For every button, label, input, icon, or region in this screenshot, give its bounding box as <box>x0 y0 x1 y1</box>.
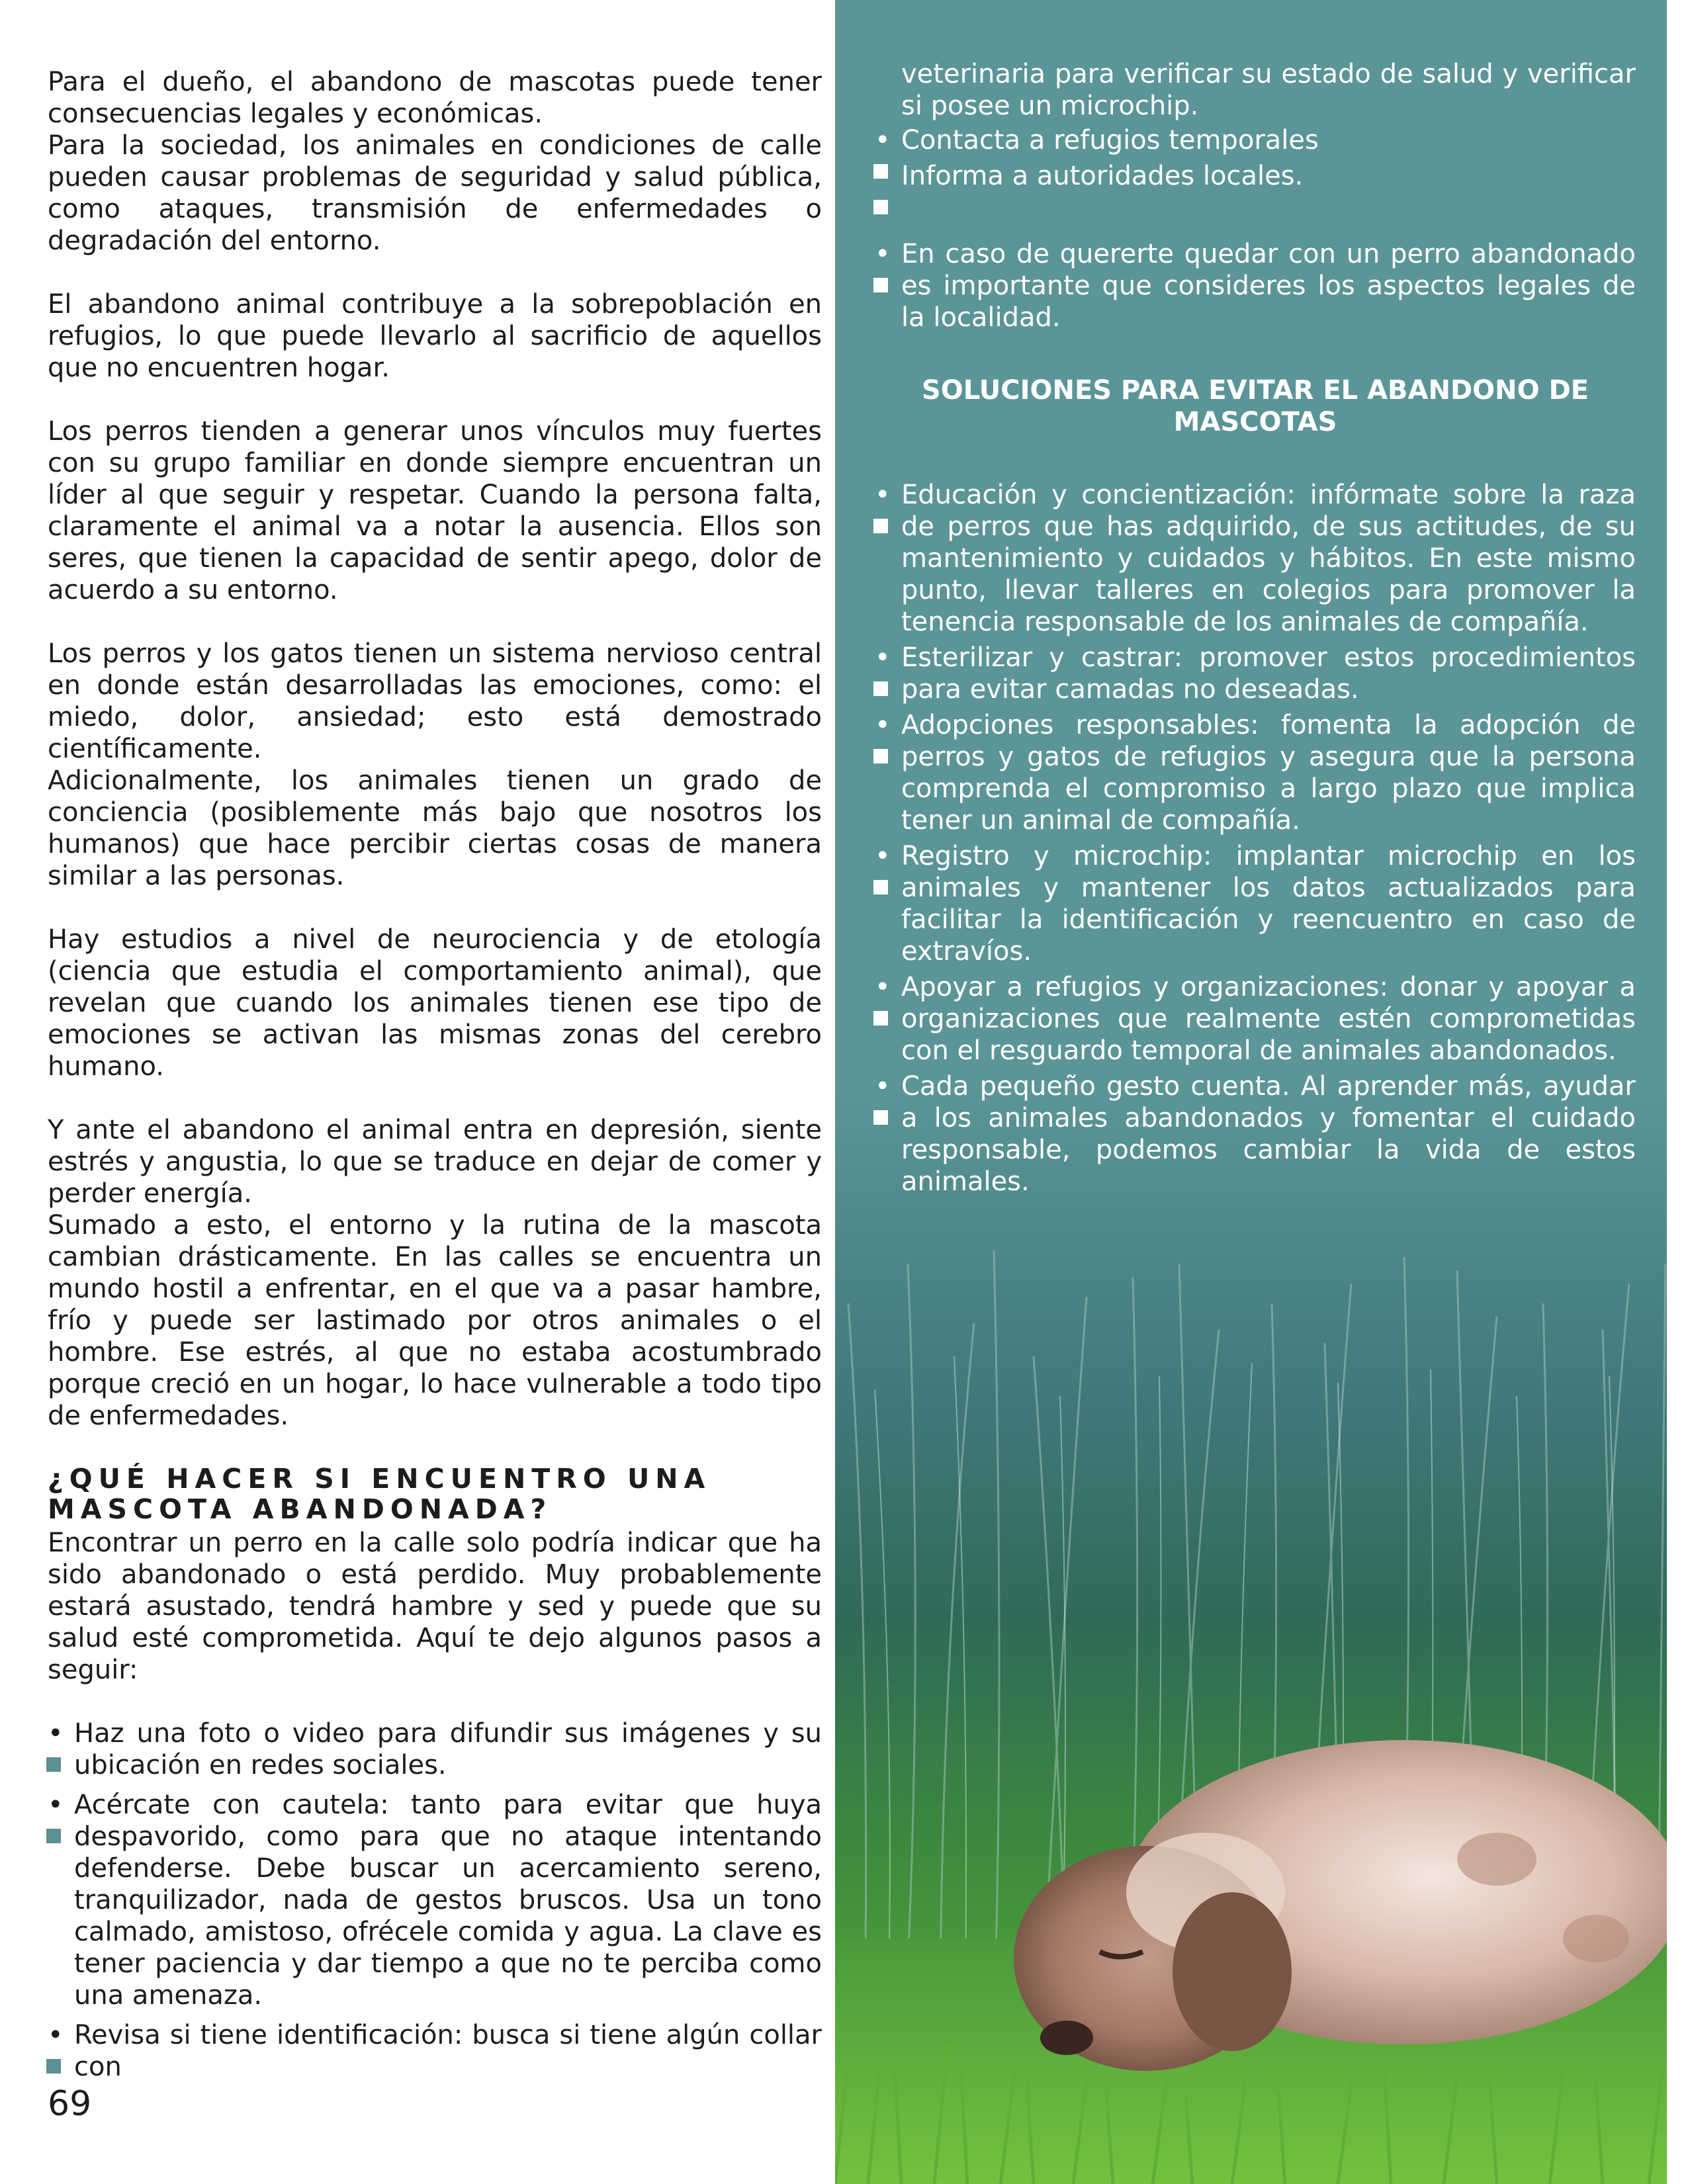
bullet-icon: • <box>48 1718 64 1749</box>
square-marker-icon <box>46 1829 61 1843</box>
bullet-icon: • <box>48 1790 64 1820</box>
square-marker-icon <box>873 1011 888 1026</box>
list-item: • Cada pequeño gesto cuenta. Al aprender más, ayudar a los animales abandonados y fomentar el cuidado responsable, podemos cambiar la vida de estos animales. <box>875 1071 1636 1197</box>
square-marker-icon <box>46 1757 61 1772</box>
right-column-text <box>875 58 1636 1198</box>
bullet-icon: • <box>875 710 891 740</box>
dog-grass-photo <box>835 1224 1667 2184</box>
paragraph-overpopulation: El abandono animal contribuye a la sobrepoblación en refugios, lo que puede llevarlo al sacrificio de aquellos que no encuentren hogar. <box>48 289 822 383</box>
dog-nose <box>1040 2021 1093 2055</box>
list-item: • Apoyar a refugios y organizaciones: donar y apoyar a organizaciones que realmente estén comprometidas con el resguardo temporal de animales abandonados. <box>875 972 1636 1066</box>
bullet-icon: • <box>875 239 891 269</box>
square-marker-icon <box>873 681 888 696</box>
bullet-icon: • <box>875 642 891 673</box>
list-item: • Adopciones responsables: fomenta la adopción de perros y gatos de refugios y asegura que la persona comprenda el compromiso a largo plazo que implica tener un animal de compañía. <box>875 710 1636 836</box>
paragraph-vet-continuation: veterinaria para verificar su estado de salud y verificar si posee un microchip. <box>901 59 1636 121</box>
paragraph-hostile-world: Sumado a esto, el entorno y la rutina de la mascota cambian drásticamente. En las calles se encuentra un mundo hostil a enfrentar, en el que va a pasar hambre, frío y puede ser lastimado por otros animales o el hombre. Ese estrés, al que no estaba acostumbrado porque creció en un hogar, lo hace vulnerable a todo tipo de enfermedades. <box>48 1210 822 1431</box>
paragraph-bonds: Los perros tienden a generar unos vínculos muy fuertes con su grupo familiar en donde siempre encuentran un líder al que seguir y respetar. Cuando la persona falta, claramente el animal va a notar la ausencia. Ellos son seres, que tienen la capacidad de sentir apego, dolor de acuerdo a su entorno. <box>48 416 822 605</box>
bullet-icon: • <box>875 1071 891 1102</box>
bullet-icon: • <box>875 480 891 510</box>
list-item: • Acércate con cautela: tanto para evitar que huya despavorido, como para que no ataque intentando defenderse. Debe buscar un acercamiento sereno, tranquilizador, nada de gestos bruscos. Usa un tono calmado, amistoso, ofrécele comida y agua. La clave es tener paciencia y dar tiempo a que no te perciba como una amenaza. <box>48 1790 822 2011</box>
page-number: 69 <box>48 2084 92 2124</box>
list-item: • Esterilizar y castrar: promover estos procedimientos para evitar camadas no deseadas. <box>875 642 1636 705</box>
bullet-icon: • <box>875 125 891 155</box>
bullet-icon: • <box>48 2020 64 2050</box>
list-item: • Educación y concientización: infórmate sobre la raza de perros que has adquirido, de sus actitudes, de su mantenimiento y cuidados y hábitos. En este mismo punto, llevar talleres en colegios para promover la tenencia responsable de los animales de compañía. <box>875 480 1636 637</box>
paragraph-consciousness: Adicionalmente, los animales tienen un grado de conciencia (posiblemente más bajo que nosotros los humanos) que hace percibir ciertas cosas de manera similar a las personas. <box>48 765 822 891</box>
square-marker-icon <box>873 1110 888 1125</box>
list-item: • Revisa si tiene identificación: busca si tiene algún collar con <box>48 2020 822 2082</box>
square-marker-icon <box>46 2059 61 2074</box>
paragraph-nervous-system: Los perros y los gatos tienen un sistema nervioso central en donde están desarrolladas las emociones, como: el miedo, dolor, ansiedad; esto está demostrado científicamente. <box>48 638 822 764</box>
list-item: • Informa a autoridades locales. <box>875 160 1636 192</box>
paragraph-society: Para la sociedad, los animales en condiciones de calle pueden causar problemas de seguridad y salud pública, como ataques, transmisión de enfermedades o degradación del entorno. <box>48 130 822 256</box>
bullet-icon: • <box>875 161 891 191</box>
section-heading-what-to-do: ¿QUÉ HACER SI ENCUENTRO UNA MASCOTA ABANDONADA? <box>48 1463 711 1525</box>
dog-spot <box>1457 1833 1536 1886</box>
list-item: • Contacta a refugios temporales <box>875 124 1636 156</box>
left-column <box>48 66 822 2083</box>
paragraph-depression: Y ante el abandono el animal entra en depresión, siente estrés y angustia, lo que se traduce en dejar de comer y perder energía. <box>48 1115 822 1209</box>
square-marker-icon <box>873 519 888 533</box>
paragraph-neuroscience: Hay estudios a nivel de neurociencia y de etología (ciencia que estudia el comportamiento animal), que revelan que cuando los animales tienen ese tipo de emociones se activan las mismas zonas del cerebro humano. <box>48 924 822 1082</box>
paragraph-owner-consequences: Para el dueño, el abandono de mascotas puede tener consecuencias legales y económicas. <box>48 67 822 129</box>
list-item: • Haz una foto o video para difundir sus imágenes y su ubicación en redes sociales. <box>48 1718 822 1780</box>
square-marker-icon <box>873 200 888 214</box>
square-marker-icon <box>873 278 888 292</box>
dog-spot <box>1563 1915 1629 1962</box>
section-heading-solutions: SOLUCIONES PARA EVITAR EL ABANDONO DE MASCOTAS <box>921 375 1589 437</box>
list-item: • En caso de quererte quedar con un perro abandonado es importante que consideres los aspectos legales de la localidad. <box>875 239 1636 333</box>
right-column <box>835 0 1667 2184</box>
dog-ear <box>1173 1892 1292 2051</box>
square-marker-icon <box>873 749 888 764</box>
square-marker-icon <box>873 880 888 895</box>
paragraph-intro-steps: Encontrar un perro en la calle solo podría indicar que ha sido abandonado o está perdido. Muy probablemente estará asustado, tendrá hambre y sed y puede que su salud esté comprometida. Aquí te dejo algunos pasos a seguir: <box>48 1528 822 1685</box>
list-item: • Registro y microchip: implantar microchip en los animales y mantener los datos actualizados para facilitar la identificación y reencuentro en caso de extravíos. <box>875 841 1636 967</box>
bullet-icon: • <box>875 841 891 871</box>
bullet-icon: • <box>875 972 891 1002</box>
